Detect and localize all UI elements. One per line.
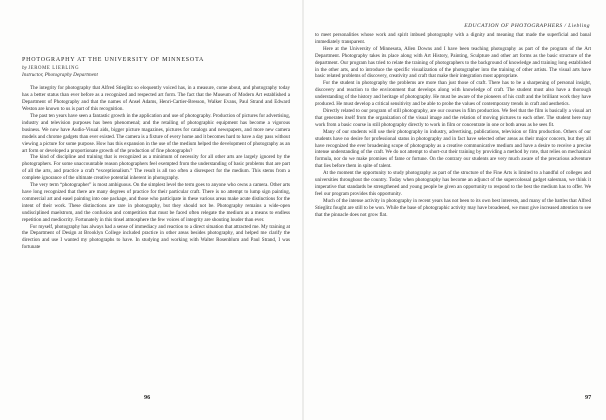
paragraph: For myself, photography has always had a sense of immediacy and reaction to a direct situation that attracted me. My training at the Department of Design at Brooklyn College included practice in other areas besides photography, and helped me clarify the direction and use I wanted my photographs to have. In studying and working with Walter Rosenblum and Paul Strand, I was fortunate xyxy=(22,223,290,251)
paragraph: For the student in photography the problems are more than just those of craft. There has to be a sharpening of personal insight, discovery and reaction to the environment that develops along with knowledge of craft. The student must also have a thorough understanding of the history and heritage of photography. He must be aware of the pioneers of his craft and the brilliant work they have produced. He must develop a critical sensitivity and be able to probe the values of contemporary trends in craft and aesthetics. xyxy=(315,80,591,108)
paragraph: Many of our students will use their photography in industry, advertising, publications, television or film production. Others of our students have no desire for professional status in photography and in fact have selected other areas as their major concern, but they all have recognized the ever broadening scope of photography as a creative communicative medium and have a desire to receive a precise intense understanding of the craft. We do not attempt to short-cut their training by providing a method by rote, that relies on mechanical formula, nor do we make promises of fame or fortune. On the contrary our students are very much aware of the precarious adventure that lies before them in spite of talent. xyxy=(315,128,591,170)
paragraph: Much of the intense activity in photography in recent years has not been to its own best interests, and many of the battles that Alfred Stieglitz fought are still to be won. While the base of photographic activity may have broadened, we must give increased attention to see that the pinnacle does not grow flat. xyxy=(315,197,591,218)
left-body xyxy=(22,85,290,251)
paragraph: to meet personalities whose work and spirit imbued photography with a dignity and meaning that made the superficial and banal immediately transparent. xyxy=(315,32,591,45)
article-title: PHOTOGRAPHY AT THE UNIVERSITY OF MINNESOTA xyxy=(22,57,205,63)
right-column xyxy=(315,32,591,218)
paragraph: At the moment the opportunity to study photography as part of the structure of the Fine Arts is limited to a handful of colleges and universities throughout the country. Today when photography has become an adjunct of the supercolossal gadget salesman, we think it imperative that standards be strengthened and young people be given an opportunity to respond to the best the medium has to offer. We feel our program provides this opportunity. xyxy=(315,170,591,197)
page-number: 96 xyxy=(144,394,151,401)
right-page xyxy=(304,0,606,420)
byline-prefix: by xyxy=(22,65,29,71)
author-affiliation: Instructor, Photography Department xyxy=(22,72,98,79)
paragraph: Directly related to our program of still photography, are our courses in film production. We feel that the film is basically a visual art that generates itself from the organization of the visual image and the relation of moving pictures to each other. The student here may work from a basic course in still photography directly to work in film or concentrate in one or both areas as he sees fit. xyxy=(315,107,591,128)
byline xyxy=(22,65,290,72)
paragraph: The very term “photographer” is most ambiguous. On the simplest level the term goes to anyone who owns a camera. Other arts have long recognized that there are many degrees of practice for their particular craft. There is no attempt to lump sign painting, commercial art and easel painting into one package, and those who participate in these various areas make acute distinctions for the intent of their work. These distinctions are rare in photography, but they should not be. Photography remains a wide-open undisciplined maelstrom, and the confusion and competition that must be faced often relegate the medium as a means to endless repetition and mediocrity. Fortunately in this tinsel atmosphere the few voices of integrity are shouting louder than ever. xyxy=(22,182,290,223)
left-column xyxy=(22,48,290,251)
left-page xyxy=(0,0,302,420)
paragraph: The integrity for photography that Alfred Stieglitz so eloquently voiced has, in a measure, come about, and photography today has a better status than ever before as a recognized and respected art form. The fact that the Museum of Modern Art established a Department of Photography and that the names of Ansel Adams, Henri-Cartier-Bresson, Walker Evans, Paul Strand and Edward Weston are known to us is part of this recognition. xyxy=(22,85,290,113)
page-number: 97 xyxy=(585,394,592,401)
running-head: EDUCATION OF PHOTOGRAPHERS / Liebling xyxy=(464,23,590,29)
paragraph: The past ten years have seen a fantastic growth in the application and use of photography. Production of pictures for advertising, industry and television purposes has been phenomenal; and the retailing of photographic equipment has become a vigorous business. We now have Audio-Visual aids, bigger picture magazines, pictures for catalogs and newspapers, and more new camera models and chrome gadgets than ever existed. The camera is a fixture of every home and it becomes hard to have a day pass without viewing a picture for some purpose. How has this expansion in the use of the medium helped the development of photography as an art form or developed a proportionate growth of the production of fine photographs? xyxy=(22,113,290,154)
author-name: JEROME LIEBLING xyxy=(28,66,80,71)
paragraph: The kind of discipline and training that is recognized as a minimum of necessity for all other arts are largely ignored by the photographers. For some unaccountable reason photographers feel exempted from the understanding of basic problems that are part of all the arts, and practice a craft “exceptionalism.” The result is all too often a disrespect for the medium. This stems from a complete ignorance of the ultimate creative potential inherent in photography. xyxy=(22,154,290,182)
paragraph: Here at the University of Minnesota, Allen Downs and I have been teaching photography as part of the program of the Art Department. Photography takes its place along with Art History, Painting, Sculpture and other art forms as the basic structure of the department. Our program has tried to relate the training of photographers to the background of knowledge and training long established in the other arts, and to introduce the specific visualization of the photographer into the training of other artists. The visual arts have basic related problems of discovery, creativity and craft that make their integration most appropriate. xyxy=(315,45,591,80)
